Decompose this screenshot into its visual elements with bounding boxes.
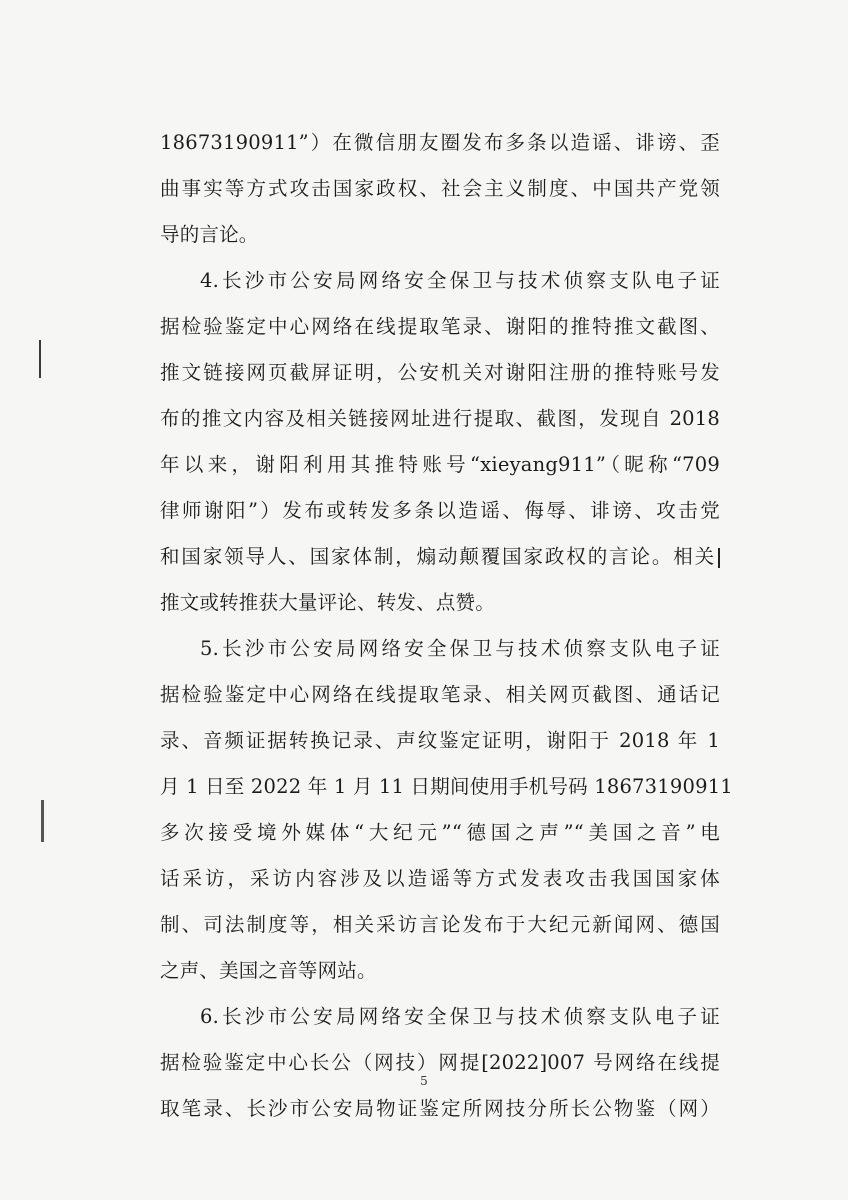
paragraph-first-line: 5.长沙市公安局网络安全保卫与技术侦察支队电子证 — [200, 637, 720, 660]
paragraph-first-line: 6.长沙市公安局网络安全保卫与技术侦察支队电子证 — [200, 1005, 720, 1028]
scan-margin-mark — [39, 340, 41, 378]
text-line: 导的言论。 — [160, 223, 259, 246]
text-line-content: 和国家领导人、国家体制，煽动颠覆国家政权的言论。相关 — [160, 545, 716, 568]
text-line: 18673190911”）在微信朋友圈发布多条以造谣、诽谤、歪 — [160, 131, 720, 154]
text-line: 据检验鉴定中心网络在线提取笔录、谢阳的推特推文截图、 — [160, 315, 720, 338]
scan-artifact-bar — [718, 548, 720, 568]
text-line: 录、音频证据转换记录、声纹鉴定证明，谢阳于 2018 年 1 — [160, 729, 720, 752]
text-line: 年以来，谢阳利用其推特账号“xieyang911”（昵称“709 — [160, 453, 720, 476]
text-line: 据检验鉴定中心长公（网技）网提[2022]007 号网络在线提 — [160, 1051, 720, 1074]
text-line: 话采访，采访内容涉及以造谣等方式发表攻击我国国家体 — [160, 867, 720, 890]
text-line: 推文或转推获大量评论、转发、点赞。 — [160, 591, 495, 614]
page-number: 5 — [420, 1074, 428, 1088]
document-body — [160, 120, 733, 1132]
paragraph-first-line: 4.长沙市公安局网络安全保卫与技术侦察支队电子证 — [200, 269, 720, 292]
text-line: 曲事实等方式攻击国家政权、社会主义制度、中国共产党领 — [160, 177, 720, 200]
text-line: 月 1 日至 2022 年 1 月 11 日期间使用手机号码 18673190911 — [160, 775, 733, 798]
text-line: 据检验鉴定中心网络在线提取笔录、相关网页截图、通话记 — [160, 683, 720, 706]
scan-margin-mark — [41, 800, 44, 842]
text-line: 律师谢阳”）发布或转发多条以造谣、侮辱、诽谤、攻击党 — [160, 499, 720, 522]
text-line: 布的推文内容及相关链接网址进行提取、截图，发现自 2018 — [160, 407, 720, 430]
text-line: 推文链接网页截屏证明，公安机关对谢阳注册的推特账号发 — [160, 361, 720, 384]
text-line — [160, 534, 720, 580]
text-line: 制、司法制度等，相关采访言论发布于大纪元新闻网、德国 — [160, 913, 720, 936]
text-line: 多次接受境外媒体“大纪元”“德国之声”“美国之音”电 — [160, 821, 720, 844]
text-line: 取笔录、长沙市公安局物证鉴定所网技分所长公物鉴（网） — [160, 1097, 720, 1120]
text-line: 之声、美国之音等网站。 — [160, 959, 377, 982]
